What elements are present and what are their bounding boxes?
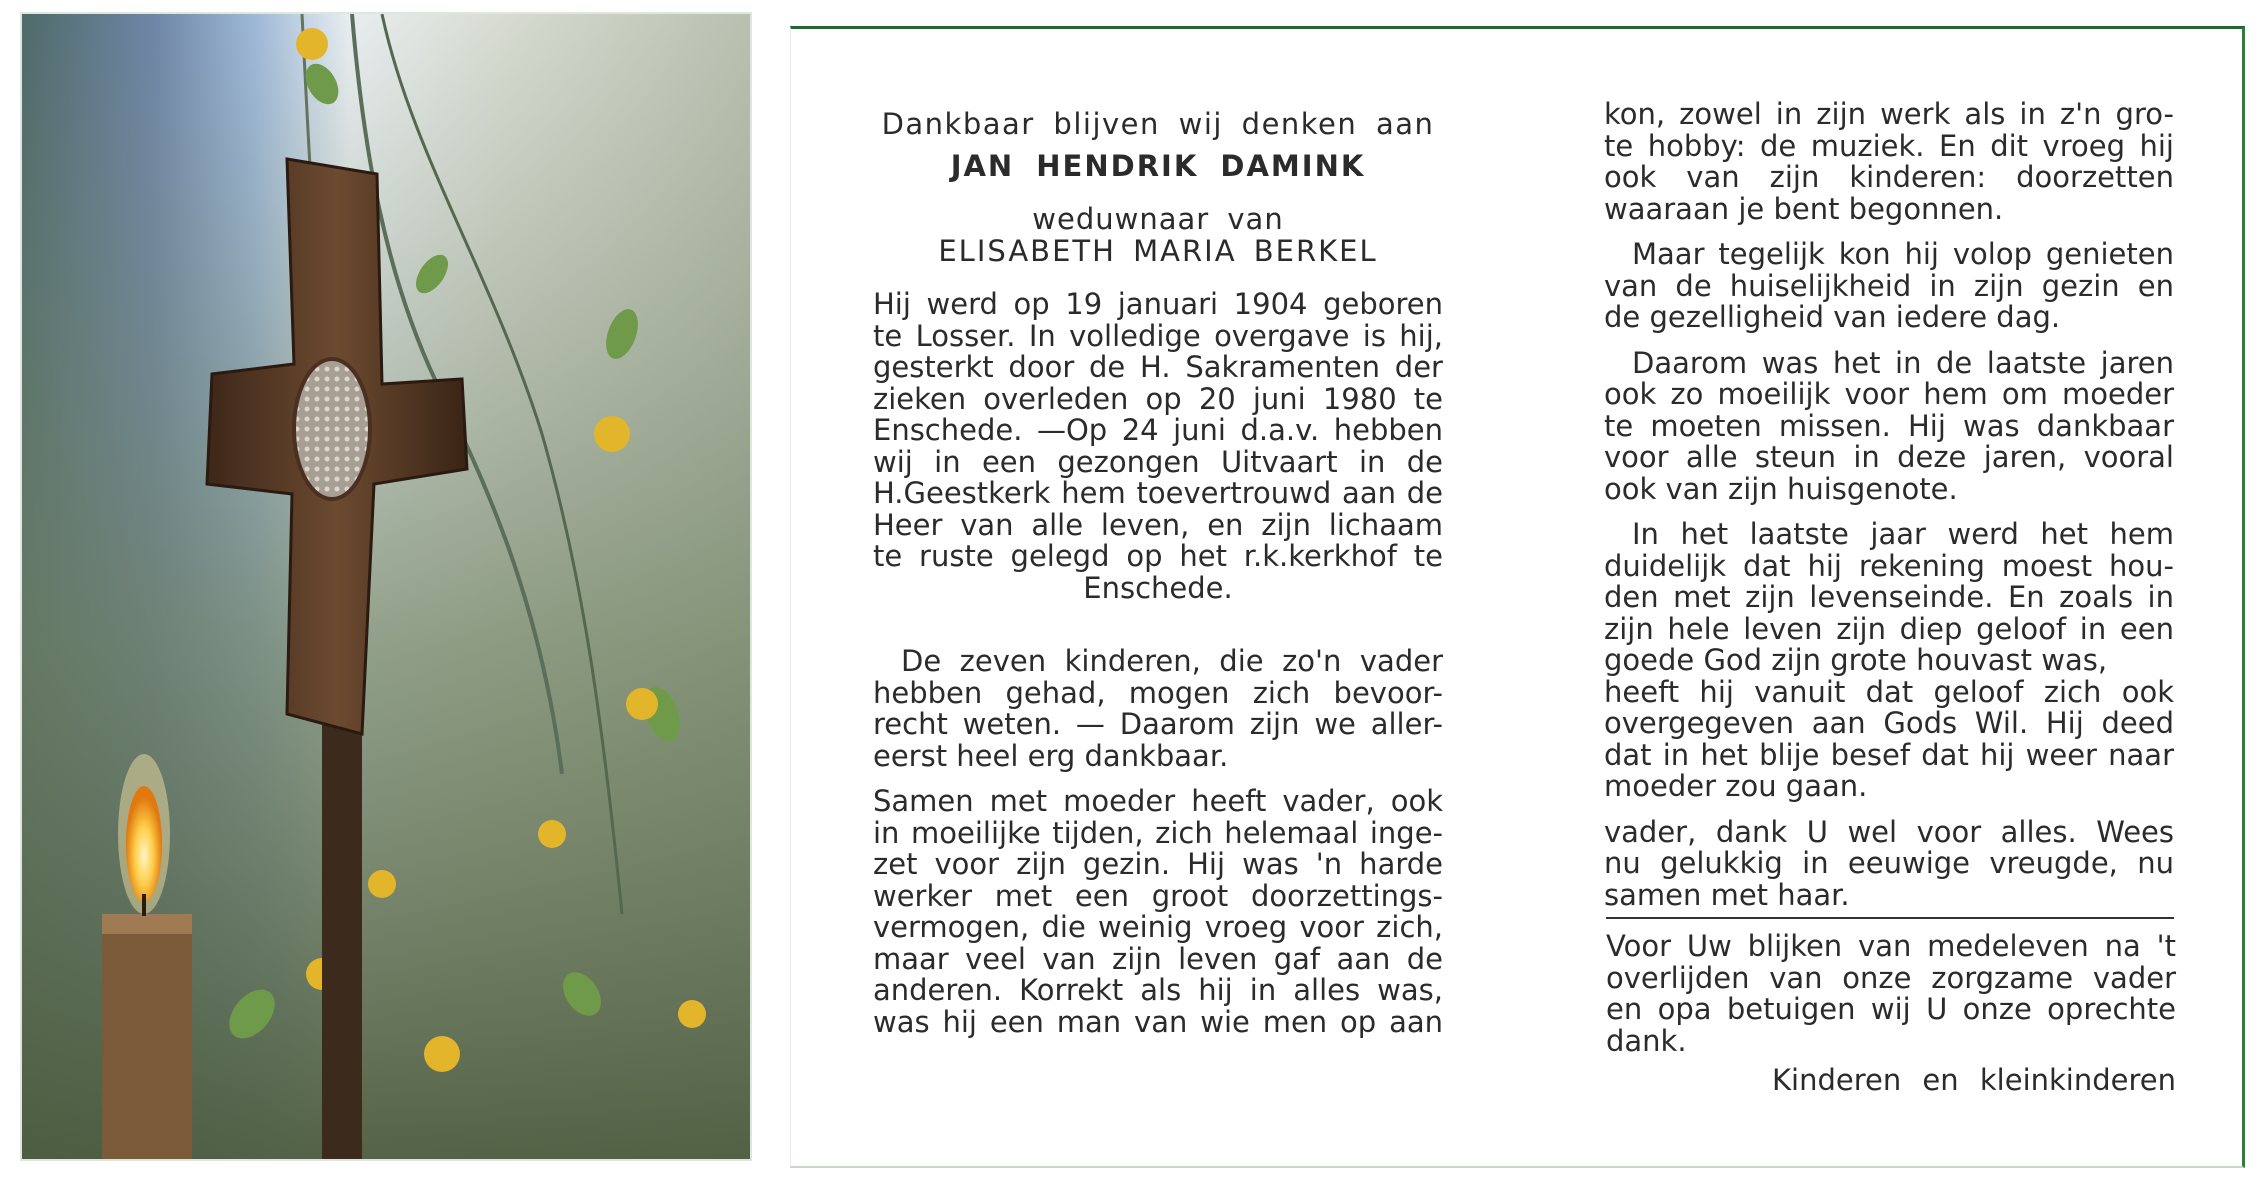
- mother-line: anderen. Korrekt als hij in alles was,: [873, 973, 1443, 1007]
- right-line: kon, zowel in zijn werk als in z'n gro-: [1604, 97, 2174, 131]
- bio-line: wij in een gezongen Uitvaart in de: [873, 444, 1443, 479]
- bio-line: te ruste gelegd op het r.k.kerkhof te: [873, 539, 1443, 573]
- right-line: duidelijk dat hij rekening moest hou-: [1604, 548, 2174, 583]
- mother-line: werker met een groot doorzettings-: [873, 878, 1443, 913]
- mother-line: vermogen, die weinig vroeg voor zich,: [873, 910, 1443, 944]
- right-line: heeft hij vanuit dat geloof zich ook: [1604, 674, 2174, 709]
- home-paragraph: [1604, 239, 2174, 334]
- spouse-name: ELISABETH MARIA BERKEL: [938, 233, 1378, 268]
- children-line: eerst heel erg dankbaar.: [873, 738, 1229, 773]
- right-line: te moeten missen. Hij was dankbaar: [1604, 408, 2174, 443]
- bio-line: te Losser. In volledige overgave is hij,: [873, 318, 1443, 353]
- right-line: overgegeven aan Gods Wil. Hij deed: [1604, 706, 2174, 740]
- music-paragraph: [1604, 99, 2174, 225]
- right-line: van de huiselijkheid in zijn gezin en: [1604, 268, 2174, 303]
- right-line: ook van zijn huisgenote.: [1604, 471, 1958, 506]
- widower-label: weduwnaar van: [1032, 202, 1284, 236]
- bio-line: Heer van alle leven, en zijn lichaam: [873, 507, 1443, 542]
- intro-line: Dankbaar blijven wij denken aan: [881, 107, 1435, 141]
- right-line: nu gelukkig in eeuwige vreugde, nu: [1604, 846, 2174, 880]
- bio-line: Enschede.: [1083, 570, 1233, 605]
- biography-paragraph: [873, 289, 1443, 604]
- right-line: samen met haar.: [1604, 877, 1850, 912]
- children-line: hebben gehad, mogen zich bevoor-: [873, 675, 1443, 710]
- mother-line: maar veel van zijn leven gaf aan de: [873, 941, 1443, 976]
- last-year-paragraph: [1604, 519, 2174, 803]
- signoff: Kinderen en kleinkinderen: [1772, 1063, 2176, 1097]
- right-column: [1604, 99, 2174, 911]
- children-paragraph: [873, 646, 1443, 772]
- thanks-line: dank.: [1606, 1023, 1687, 1058]
- thanks-line: overlijden van onze zorgzame vader: [1606, 960, 2176, 995]
- memorial-text-card: [790, 26, 2245, 1168]
- right-line: te hobby: de muziek. En dit vroeg hij: [1604, 128, 2174, 163]
- mother-line: zet voor zijn gezin. Hij was 'n harde: [873, 847, 1443, 881]
- right-line: goede God zijn grote houvast was,: [1604, 643, 2108, 677]
- mother-line: was hij een man van wie men op aan: [873, 1004, 1443, 1039]
- right-line: In het laatste jaar werd het hem: [1632, 517, 2174, 551]
- right-line: dat in het blije besef dat hij weer naar: [1604, 737, 2174, 772]
- right-line: voor alle steun in deze jaren, vooral: [1604, 440, 2174, 474]
- thanks-line: Voor Uw blijken van medeleven na 't: [1606, 929, 2176, 963]
- right-line: Maar tegelijk kon hij volop genieten: [1632, 237, 2174, 271]
- right-line: zijn hele leven zijn diep geloof in een: [1604, 611, 2174, 646]
- thanks-paragraph: [1606, 931, 2176, 1097]
- section-divider: [1606, 917, 2174, 919]
- right-line: vader, dank U wel voor alles. Wees: [1604, 814, 2174, 849]
- bio-line: gesterkt door de H. Sakramenten der: [873, 350, 1443, 384]
- left-column: [873, 109, 1443, 1038]
- bio-line: zieken overleden op 20 juni 1980 te: [873, 381, 1443, 416]
- children-line: recht weten. — Daarom zijn we aller-: [873, 707, 1443, 741]
- right-line: moeder zou gaan.: [1604, 769, 1868, 803]
- missing-mother-paragraph: [1604, 345, 2174, 506]
- right-line: den met zijn levenseinde. En zoals in: [1604, 580, 2174, 614]
- right-line: ook van zijn kinderen: doorzetten: [1604, 160, 2174, 194]
- bio-line: Hij werd op 19 januari 1904 geboren: [873, 287, 1443, 321]
- memorial-photo: [22, 14, 750, 1159]
- right-line: waaraan je bent begonnen.: [1604, 191, 2004, 226]
- mother-line: Samen met moeder heeft vader, ook: [873, 784, 1443, 818]
- mother-paragraph: [873, 786, 1443, 1038]
- children-line: De zeven kinderen, die zo'n vader: [901, 644, 1443, 678]
- bio-line: Enschede. —Op 24 juni d.a.v. hebben: [873, 413, 1443, 447]
- right-line: ook zo moeilijk voor hem om moeder: [1604, 377, 2174, 411]
- bio-line: H.Geestkerk hem toevertrouwd aan de: [873, 476, 1443, 510]
- right-line: de gezelligheid van iedere dag.: [1604, 300, 2061, 334]
- farewell-paragraph: [1604, 814, 2174, 912]
- cross-candle-illustration: [22, 14, 750, 1159]
- right-line: Daarom was het in de laatste jaren: [1632, 345, 2174, 380]
- mother-line: in moeilijke tijden, zich helemaal inge-: [873, 815, 1443, 850]
- deceased-name: JAN HENDRIK DAMINK: [950, 148, 1366, 183]
- thanks-line: en opa betuigen wij U onze oprechte: [1606, 992, 2176, 1026]
